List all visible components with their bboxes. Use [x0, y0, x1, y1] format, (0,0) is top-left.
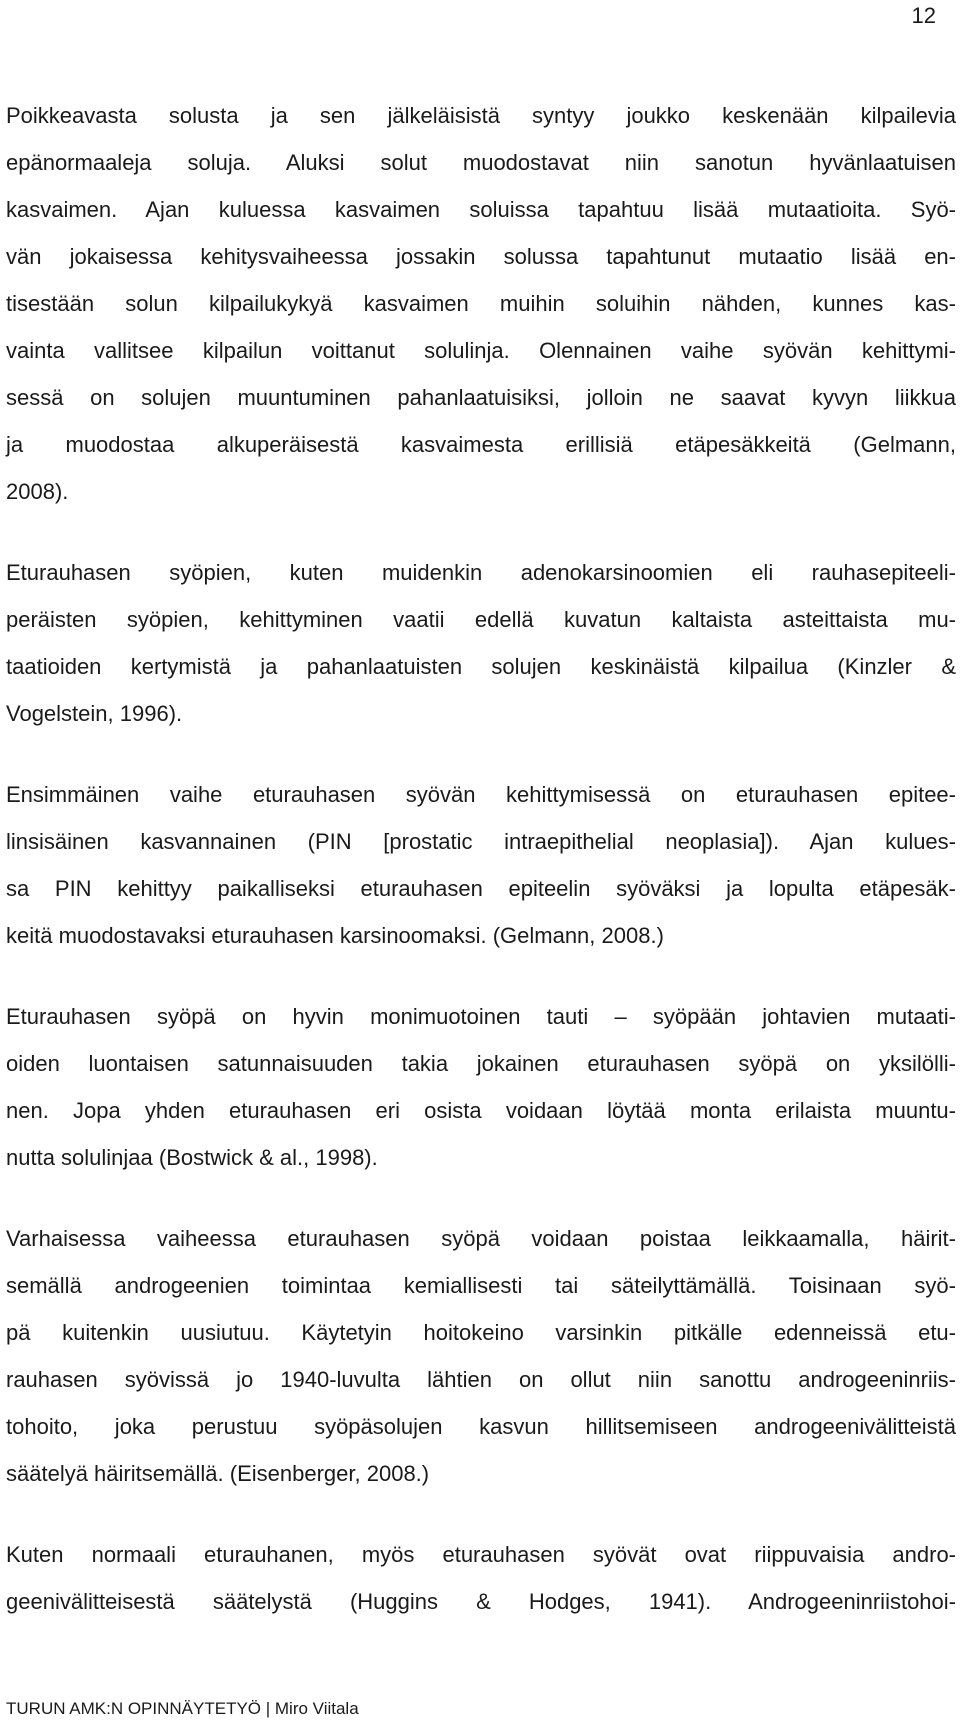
text-line: Kuten normaali eturauhanen, myös eturauhasen syövät ovat riippuvaisia andro-	[6, 1542, 956, 1567]
text-line: epänormaaleja soluja. Aluksi solut muodostavat niin sanotun hyvänlaatuisen	[6, 150, 956, 175]
text-line: sa PIN kehittyy paikalliseksi eturauhasen epiteelin syöväksi ja lopulta etäpesäk-	[6, 876, 956, 901]
text-line: tohoito, joka perustuu syöpäsolujen kasvun hillitsemiseen androgeenivälitteistä	[6, 1414, 956, 1439]
text-line: säätelyä häiritsemällä. (Eisenberger, 2008.)	[6, 1461, 430, 1486]
text-line: geenivälitteisestä säätelystä (Huggins & Hodges, 1941). Androgeeninriistohoi-	[6, 1589, 956, 1614]
text-line: sessä on solujen muuntuminen pahanlaatuisiksi, jolloin ne saavat kyvyn liikkua	[6, 385, 956, 410]
text-line: nen. Jopa yhden eturauhasen eri osista voidaan löytää monta erilaista muuntu-	[6, 1098, 956, 1123]
text-line: vän jokaisessa kehitysvaiheessa jossakin solussa tapahtunut mutaatio lisää en-	[6, 244, 956, 269]
text-line: Varhaisessa vaiheessa eturauhasen syöpä voidaan poistaa leikkaamalla, häirit-	[6, 1226, 956, 1251]
text-line: taatioiden kertymistä ja pahanlaatuisten solujen keskinäistä kilpailua (Kinzler &	[6, 654, 956, 679]
text-line: semällä androgeenien toimintaa kemiallisesti tai säteilyttämällä. Toisinaan syö-	[6, 1273, 956, 1298]
text-line: kasvaimen. Ajan kuluessa kasvaimen soluissa tapahtuu lisää mutaatioita. Syö-	[6, 197, 956, 222]
paragraph	[6, 771, 956, 959]
text-line: Eturauhasen syöpien, kuten muidenkin adenokarsinoomien eli rauhasepiteeli-	[6, 560, 956, 585]
text-line: oiden luontaisen satunnaisuuden takia jokainen eturauhasen syöpä on yksilölli-	[6, 1051, 956, 1076]
page-footer: TURUN AMK:N OPINNÄYTETYÖ | Miro Viitala	[6, 1699, 359, 1718]
paragraph	[6, 993, 956, 1181]
paragraph	[6, 92, 956, 515]
text-line: Vogelstein, 1996).	[6, 701, 183, 726]
paragraph	[6, 549, 956, 737]
text-line: tisestään solun kilpailukykyä kasvaimen muihin soluihin nähden, kunnes kas-	[6, 291, 956, 316]
paragraph	[6, 1215, 956, 1497]
text-line: rauhasen syövissä jo 1940-luvulta lähtien on ollut niin sanottu androgeeninriis-	[6, 1367, 956, 1392]
text-line: Ensimmäinen vaihe eturauhasen syövän kehittymisessä on eturauhasen epitee-	[6, 782, 956, 807]
text-line: linsisäinen kasvannainen (PIN [prostatic intraepithelial neoplasia]). Ajan kulues-	[6, 829, 956, 854]
text-line: Eturauhasen syöpä on hyvin monimuotoinen tauti – syöpään johtavien mutaati-	[6, 1004, 956, 1029]
text-line: keitä muodostavaksi eturauhasen karsinoomaksi. (Gelmann, 2008.)	[6, 923, 664, 948]
document-body	[6, 92, 956, 1625]
page-number: 12	[911, 3, 936, 28]
text-line: peräisten syöpien, kehittyminen vaatii edellä kuvatun kaltaista asteittaista mu-	[6, 607, 956, 632]
text-line: nutta solulinjaa (Bostwick & al., 1998).	[6, 1145, 378, 1170]
text-line: vainta vallitsee kilpailun voittanut solulinja. Olennainen vaihe syövän kehittymi-	[6, 338, 956, 363]
text-line: pä kuitenkin uusiutuu. Käytetyin hoitokeino varsinkin pitkälle edenneissä etu-	[6, 1320, 956, 1345]
text-line: 2008).	[6, 479, 69, 504]
paragraph	[6, 1531, 956, 1625]
text-line: ja muodostaa alkuperäisestä kasvaimesta erillisiä etäpesäkkeitä (Gelmann,	[6, 432, 956, 457]
text-line: Poikkeavasta solusta ja sen jälkeläisistä syntyy joukko keskenään kilpailevia	[6, 103, 956, 128]
